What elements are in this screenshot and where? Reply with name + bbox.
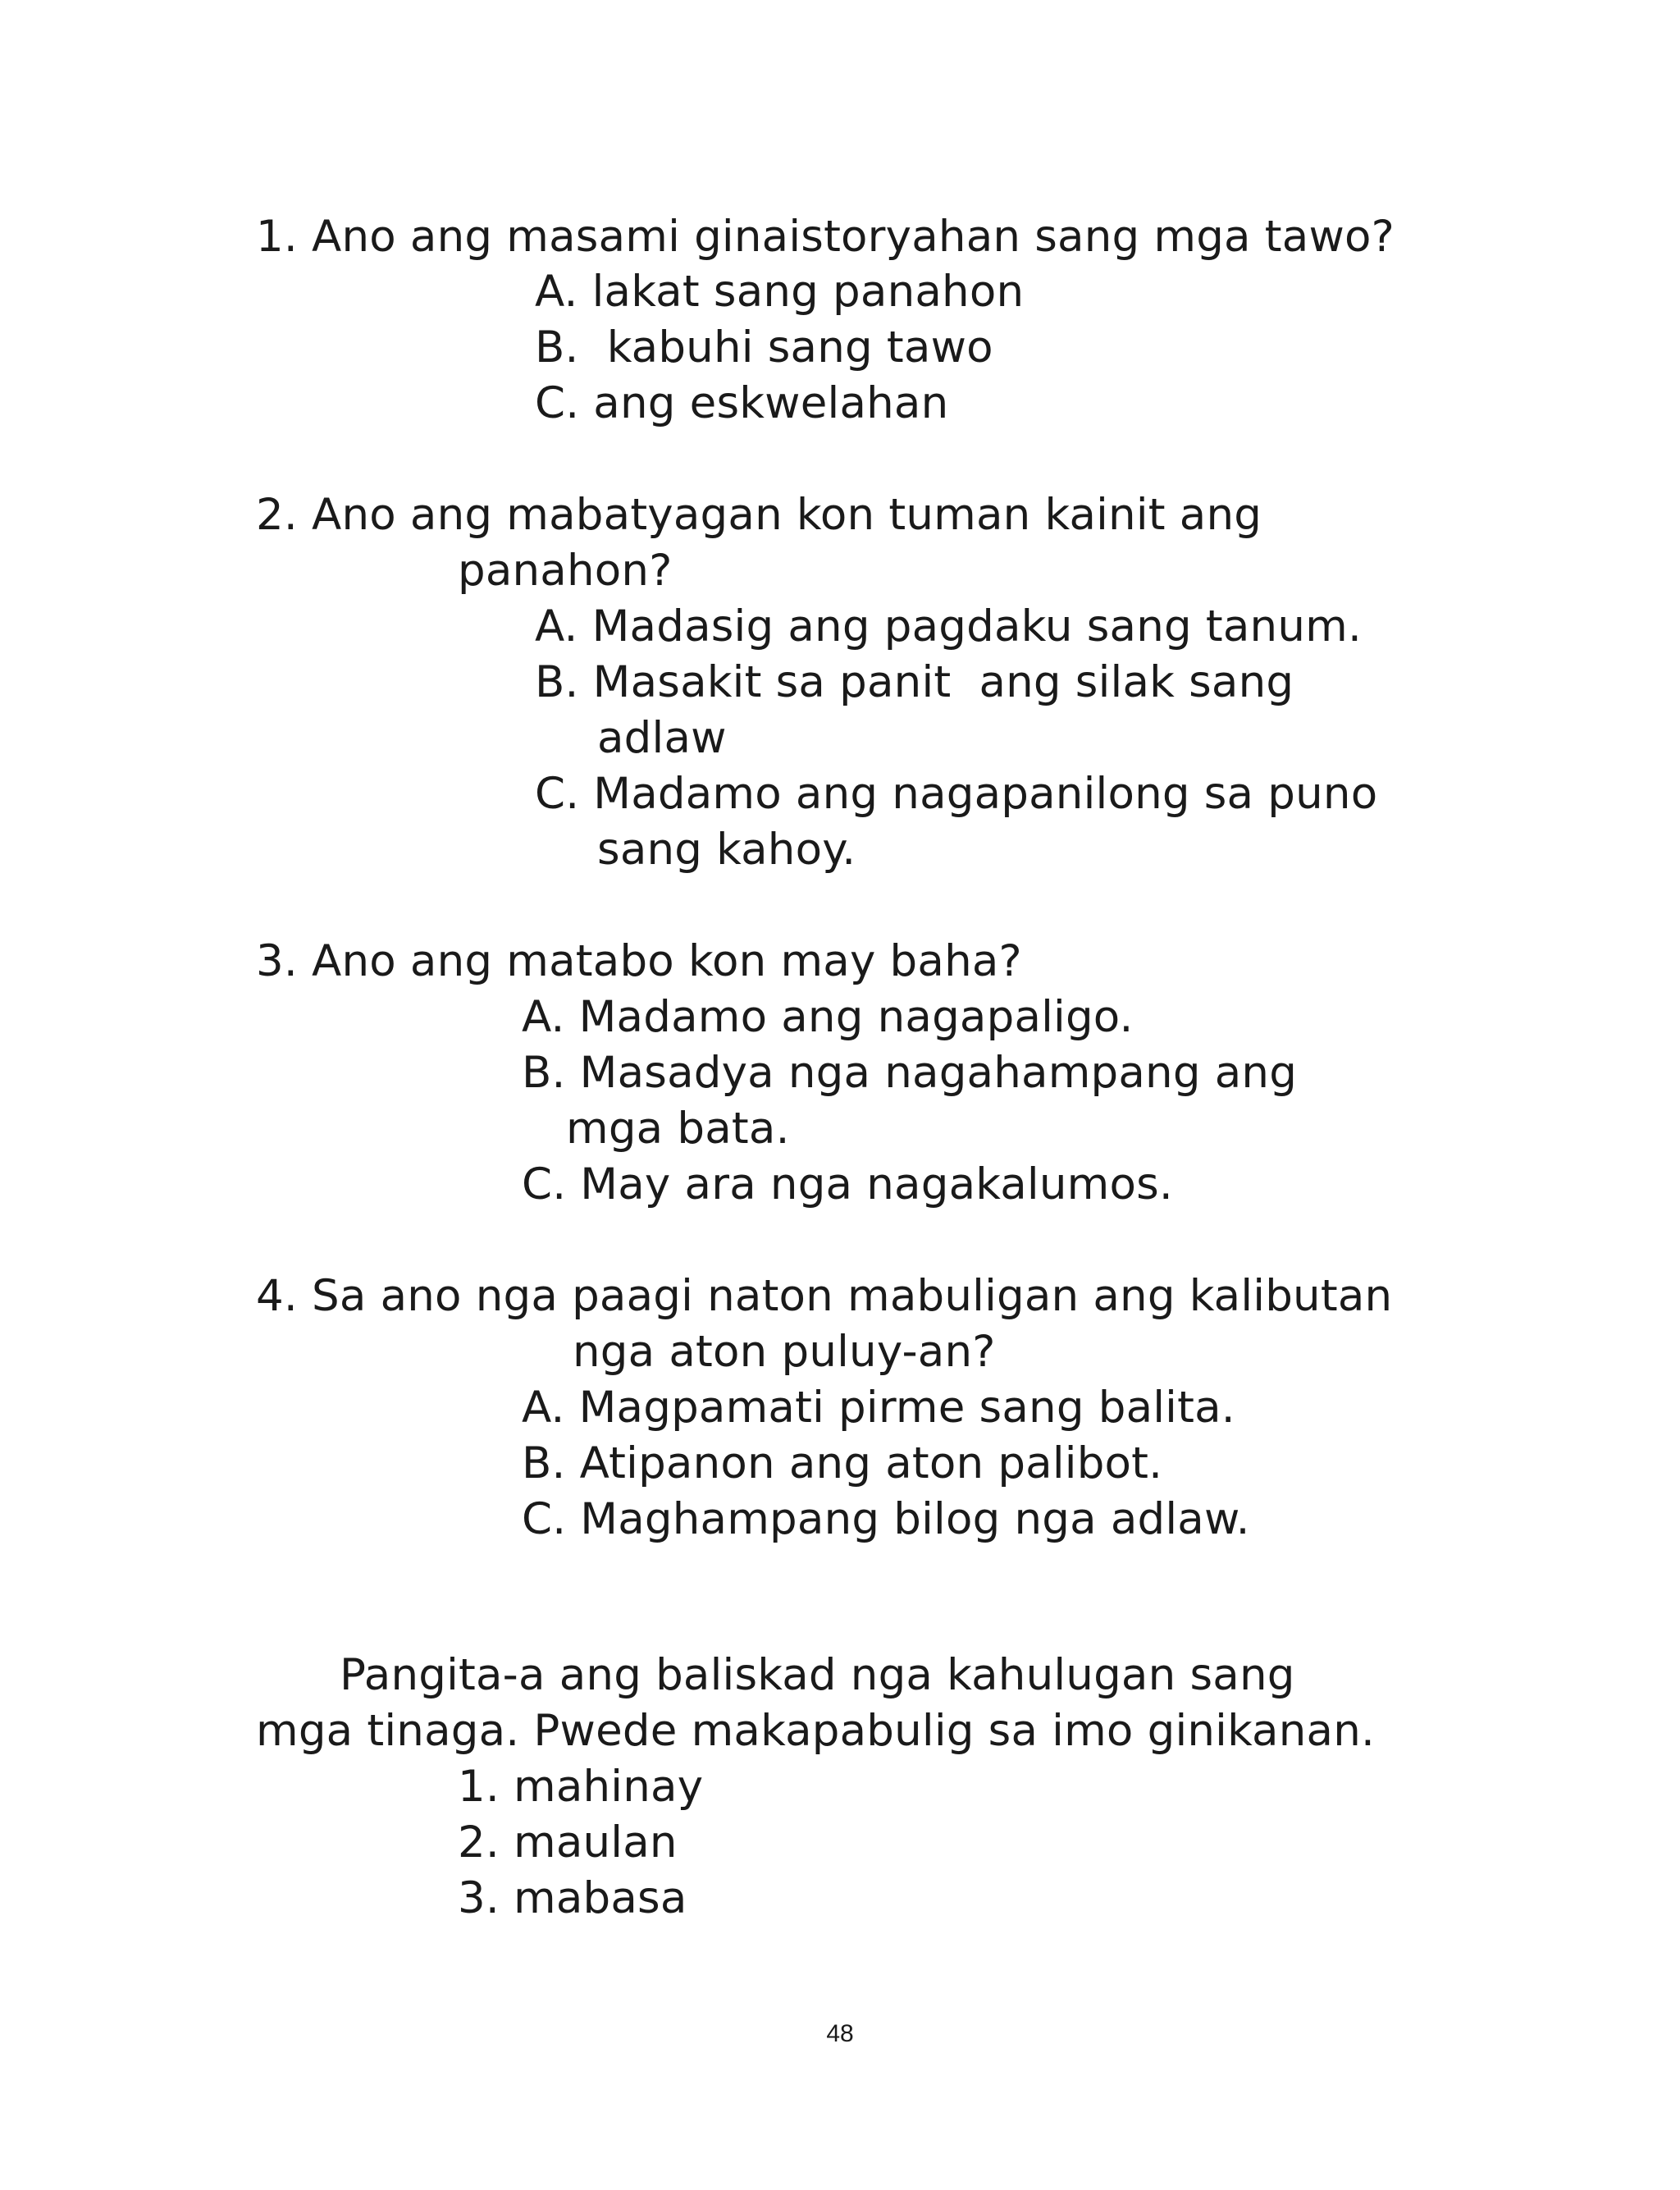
choice-b: B. Masakit sa panit ang silak sang	[535, 657, 1294, 707]
question-stem: 4. Sa ano nga paagi naton mabuligan ang kalibutan	[256, 1271, 1393, 1321]
word-item: 3. mabasa	[458, 1873, 687, 1923]
choice-a: A. Madamo ang nagapaligo.	[522, 992, 1134, 1042]
choice-b: B. Atipanon ang aton palibot.	[522, 1438, 1163, 1488]
choice-c-continued: sang kahoy.	[597, 825, 856, 875]
instruction-line: mga tinaga. Pwede makapabulig sa imo ginikanan.	[256, 1706, 1376, 1756]
choice-b: B. kabuhi sang tawo	[535, 322, 993, 373]
choice-a: A. lakat sang panahon	[535, 267, 1025, 317]
choice-c: C. Maghampang bilog nga adlaw.	[522, 1494, 1250, 1544]
choice-b-continued: adlaw	[597, 713, 727, 763]
question-stem: 3. Ano ang matabo kon may baha?	[256, 936, 1022, 986]
choice-b: B. Masadya nga nagahampang ang	[522, 1048, 1298, 1098]
choice-c: C. ang eskwelahan	[535, 378, 949, 428]
question-stem-continued: panahon?	[458, 546, 673, 596]
word-item: 2. maulan	[458, 1817, 678, 1868]
instruction-line: Pangita-a ang baliskad nga kahulugan sang	[340, 1650, 1295, 1700]
choice-a: A. Madasig ang pagdaku sang tanum.	[535, 601, 1363, 652]
question-stem: 1. Ano ang masami ginaistoryahan sang mga tawo?	[256, 212, 1395, 262]
page-number: 48	[826, 2020, 854, 2047]
choice-b-continued: mga bata.	[566, 1104, 790, 1154]
choice-c: C. Madamo ang nagapanilong sa puno	[535, 769, 1378, 819]
question-stem: 2. Ano ang mabatyagan kon tuman kainit ang	[256, 490, 1262, 540]
question-stem-continued: nga aton puluy-an?	[573, 1327, 996, 1377]
word-item: 1. mahinay	[458, 1762, 704, 1812]
choice-c: C. May ara nga nagakalumos.	[522, 1159, 1173, 1209]
choice-a: A. Magpamati pirme sang balita.	[522, 1383, 1235, 1433]
